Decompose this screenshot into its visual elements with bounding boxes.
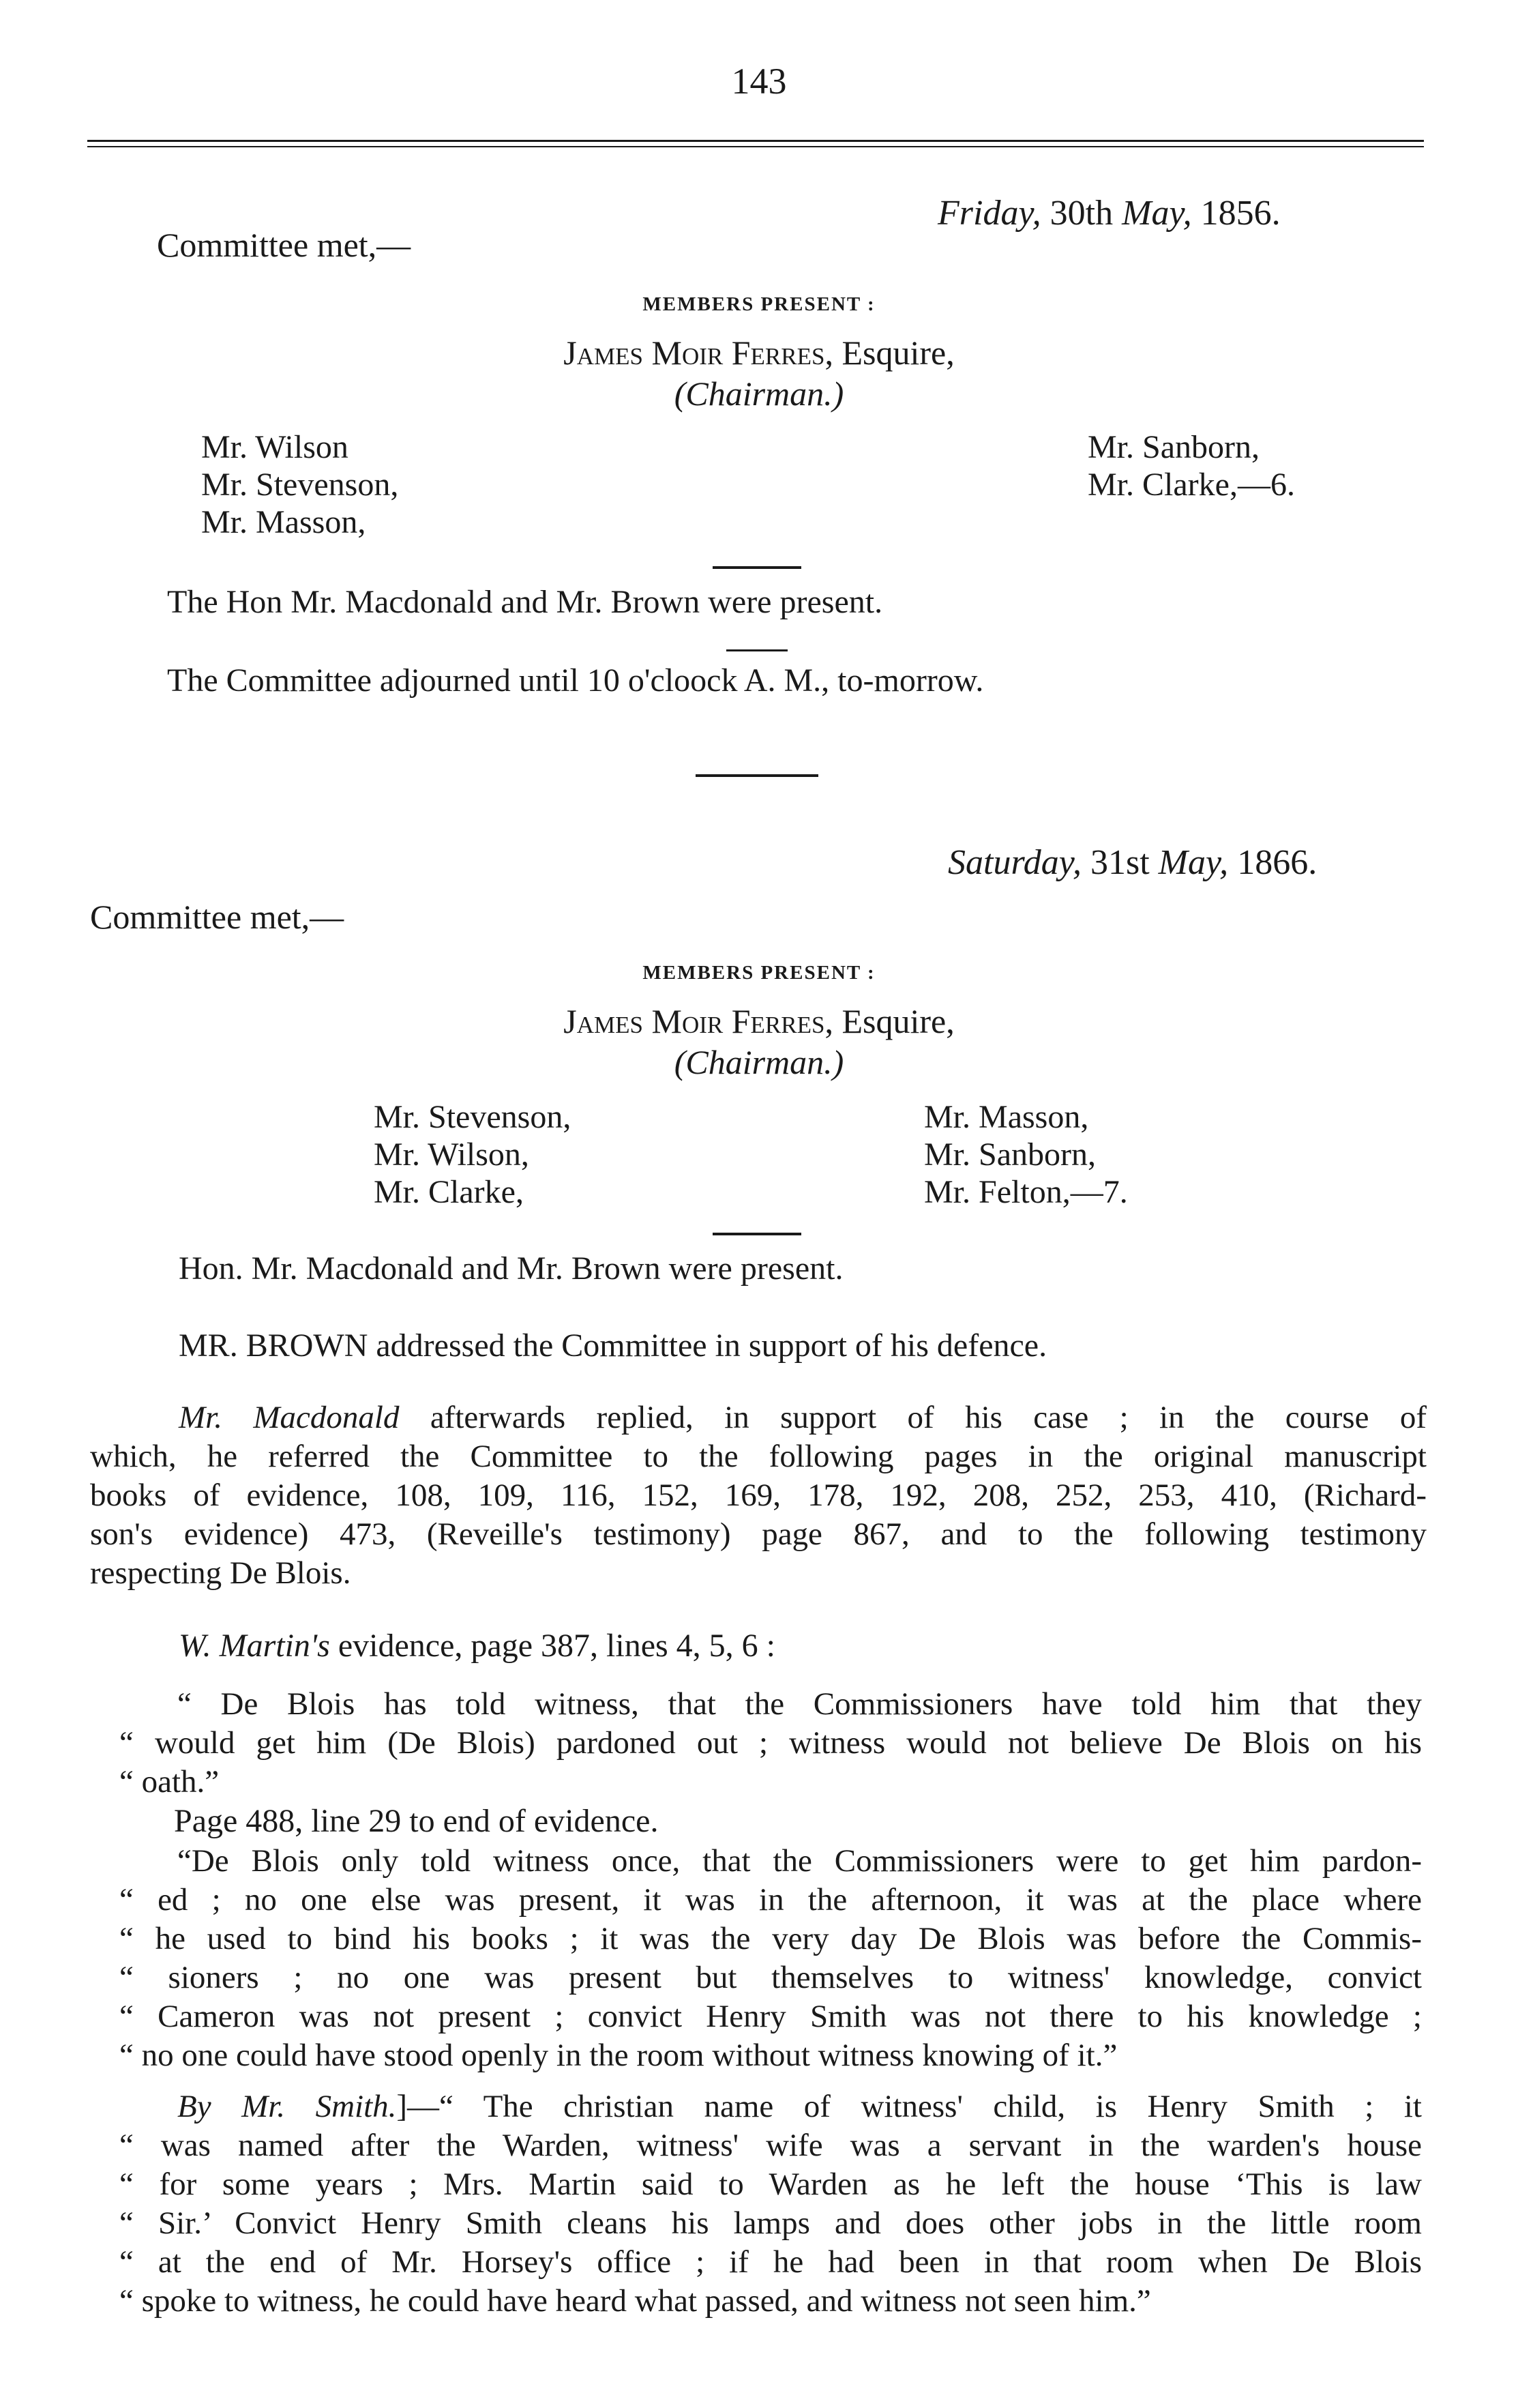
smith-label: By Mr. Smith. xyxy=(177,2089,397,2124)
quote-line: “ he used to bind his books ; it was the very day De Blois was before the Commis- xyxy=(119,1921,1422,1956)
martin-reference: W. Martin's evidence, page 387, lines 4, 5, 6 : xyxy=(179,1628,776,1664)
session2-chairman xyxy=(0,1001,1518,1041)
reply-line: son's evidence) 473, (Reveille's testimony) page 867, and to the following testimony xyxy=(90,1516,1427,1552)
session1-date-year: 1856. xyxy=(1200,194,1281,233)
reply-line: books of evidence, 108, 109, 116, 152, 169, 178, 192, 208, 252, 253, 410, (Richard- xyxy=(90,1478,1427,1513)
session1-adjourn: The Committee adjourned until 10 o'cloock A. M., to-morrow. xyxy=(167,662,984,699)
martin-name: W. Martin's xyxy=(179,1628,330,1664)
session2-address: MR. BROWN addressed the Committee in support of his defence. xyxy=(179,1327,1047,1364)
session2-date-month: May, xyxy=(1158,843,1229,882)
session2-date xyxy=(948,842,1317,883)
page-reference: Page 488, line 29 to end of evidence. xyxy=(174,1803,659,1839)
session2-date-num: 31st xyxy=(1090,843,1150,882)
session2-member-right-2: Mr. Sanborn, xyxy=(924,1136,1096,1173)
session1-date xyxy=(938,193,1281,233)
separator-rule xyxy=(726,649,788,651)
quote-block-1 xyxy=(119,1685,1422,1802)
quote-line: “ at the end of Mr. Horsey's office ; if he had been in that room when De Blois xyxy=(119,2244,1422,2280)
session2-attendance: Hon. Mr. Macdonald and Mr. Brown were present. xyxy=(179,1250,844,1287)
session1-date-month: May, xyxy=(1122,194,1192,233)
session2-chairman-name: James Moir Ferres, xyxy=(563,1002,833,1040)
header-rule xyxy=(87,140,1424,147)
session1-member-left-1: Mr. Wilson xyxy=(201,429,348,465)
quote-line: “ Cameron was not present ; convict Henry Smith was not there to his knowledge ; xyxy=(119,1999,1422,2034)
session2-chairman-suffix: Esquire, xyxy=(842,1002,955,1040)
quote-line: “ De Blois has told witness, that the Commissioners have told him that they xyxy=(177,1686,1422,1722)
quote-line: “ oath.” xyxy=(119,1764,220,1800)
session1-member-left-3: Mr. Masson, xyxy=(201,504,366,540)
reply-line: Mr. Macdonald afterwards replied, in support of his case ; in the course of xyxy=(179,1400,1427,1435)
session2-date-day: Saturday, xyxy=(948,843,1082,882)
quote-block-3 xyxy=(119,2087,1422,2321)
quote-block-2 xyxy=(119,1842,1422,2075)
session1-member-right-2: Mr. Clarke,—6. xyxy=(1088,467,1295,503)
session1-date-day: Friday, xyxy=(938,194,1041,233)
session1-attendance: The Hon Mr. Macdonald and Mr. Brown were present. xyxy=(167,584,883,620)
session1-date-num: 30th xyxy=(1050,194,1114,233)
session2-met: Committee met,— xyxy=(90,898,344,936)
session2-members-heading: MEMBERS PRESENT : xyxy=(642,962,876,984)
quote-line: “ ed ; no one else was present, it was in the afternoon, it was at the place where xyxy=(119,1882,1422,1918)
reply-name: Mr. Macdonald xyxy=(179,1400,400,1435)
reply-line: which, he referred the Committee to the following pages in the original manuscript xyxy=(90,1439,1427,1474)
reply-line: respecting De Blois. xyxy=(90,1555,351,1591)
session1-member-left-2: Mr. Stevenson, xyxy=(201,467,399,503)
session2-member-right-3: Mr. Felton,—7. xyxy=(924,1174,1128,1210)
session1-chairman-name: James Moir Ferres, xyxy=(563,334,833,372)
quote-line: “ spoke to witness, he could have heard what passed, and witness not seen him.” xyxy=(119,2283,1151,2319)
quote-line: “ sioners ; no one was present but themselves to witness' knowledge, convict xyxy=(119,1960,1422,1995)
session2-member-right-1: Mr. Masson, xyxy=(924,1099,1089,1135)
quote-line: “ would get him (De Blois) pardoned out ; witness would not believe De Blois on his xyxy=(119,1725,1422,1761)
quote-line: “ was named after the Warden, witness' wife was a servant in the warden's house xyxy=(119,2128,1422,2163)
quote-line: “De Blois only told witness once, that the Commissioners were to get him pardon- xyxy=(177,1843,1422,1879)
session2-member-left-2: Mr. Wilson, xyxy=(374,1136,529,1173)
separator-rule xyxy=(713,1233,801,1235)
reply-paragraph xyxy=(90,1398,1427,1593)
session2-member-left-3: Mr. Clarke, xyxy=(374,1174,524,1210)
session2-date-year: 1866. xyxy=(1237,843,1318,882)
session1-chairman xyxy=(0,333,1518,372)
session2-member-left-1: Mr. Stevenson, xyxy=(374,1099,571,1135)
quote-line: “ for some years ; Mrs. Martin said to Warden as he left the house ‘This is law xyxy=(119,2167,1422,2202)
quote-line: “ no one could have stood openly in the room without witness knowing of it.” xyxy=(119,2038,1118,2073)
session1-met: Committee met,— xyxy=(157,226,411,264)
quote-line: By Mr. Smith.]—“ The christian name of witness' child, is Henry Smith ; it xyxy=(177,2089,1422,2124)
session1-member-right-1: Mr. Sanborn, xyxy=(1088,429,1260,465)
session1-members-heading: MEMBERS PRESENT : xyxy=(642,293,876,315)
session1-chairman-suffix: Esquire, xyxy=(842,334,955,372)
separator-rule xyxy=(713,566,801,569)
section-divider xyxy=(696,774,818,777)
page-number: 143 xyxy=(731,61,787,102)
quote-line: “ Sir.’ Convict Henry Smith cleans his lamps and does other jobs in the little room xyxy=(119,2205,1422,2241)
session1-chairman-title: (Chairman.) xyxy=(674,375,844,413)
session2-chairman-title: (Chairman.) xyxy=(674,1043,844,1081)
